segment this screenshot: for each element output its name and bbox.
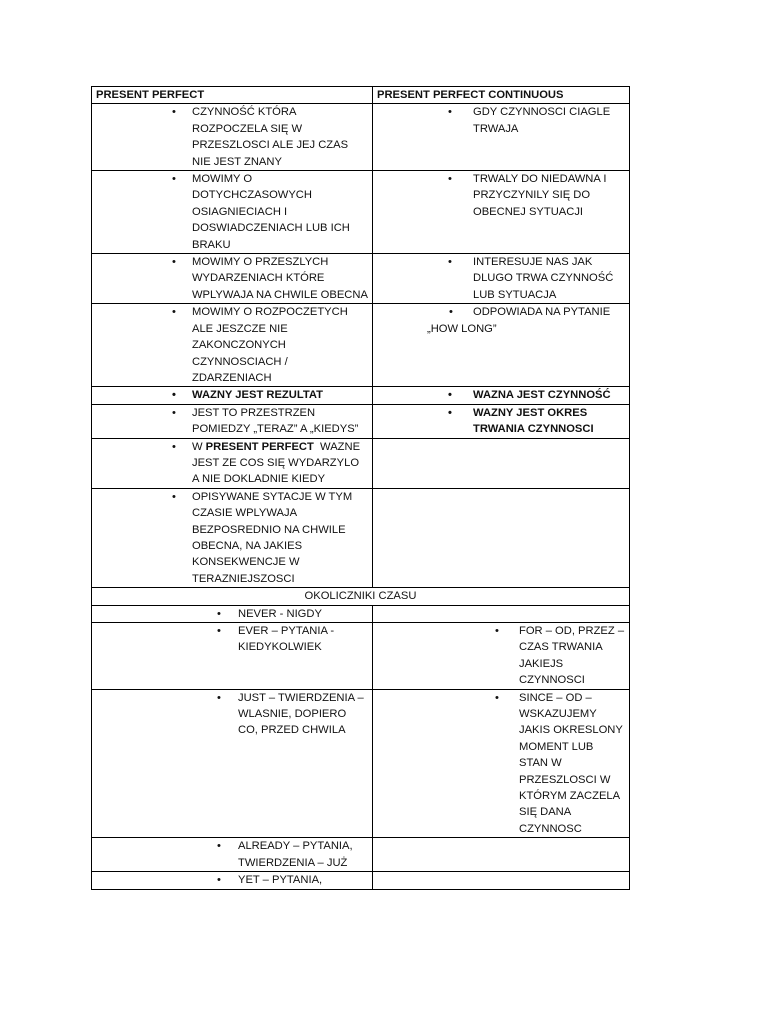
- bullet-icon: •: [172, 173, 176, 186]
- table-row: [92, 104, 630, 171]
- bullet-icon: •: [448, 173, 452, 186]
- table-header-row: [92, 87, 630, 104]
- list-item-continuation: „HOW LONG”: [427, 322, 497, 335]
- list-item: • MOWIMY O PRZESZLYCH WYDARZENIACH KTÓRE WPLYWAJA NA CHWILE OBECNA: [172, 256, 368, 301]
- bullet-icon: •: [495, 691, 499, 704]
- table-row: [92, 387, 630, 404]
- bullet-icon: •: [217, 607, 221, 620]
- section-title-row: [92, 588, 630, 605]
- bullet-icon: •: [172, 406, 176, 419]
- list-item: • NEVER - NIGDY: [96, 606, 368, 622]
- list-item: • GDY CZYNNOSCI CIAGLE TRWAJA: [448, 106, 611, 135]
- list-item: • W PRESENT PERFECT WAZNE JEST ZE COS SIĘ WYDARZYLO A NIE DOKLADNIE KIEDY: [172, 440, 364, 486]
- bullet-icon: •: [172, 389, 176, 402]
- table-row: [92, 605, 630, 622]
- bullet-icon: •: [172, 440, 176, 453]
- list-item: • WAZNY JEST OKRES TRWANIA CZYNNOSCI: [448, 406, 594, 436]
- bullet-icon: •: [448, 106, 452, 119]
- table-row: [92, 404, 630, 438]
- list-item: • CZYNNOŚĆ KTÓRA ROZPOCZELA SIĘ W PRZESZLOSCI ALE JEJ CZAS NIE JEST ZNANY: [172, 106, 349, 168]
- table-row: [92, 623, 630, 690]
- list-item: • ALREADY – PYTANIA, TWIERDZENIA – JUŻ: [217, 840, 353, 869]
- table-row: [92, 689, 630, 838]
- list-item: • MOWIMY O ROZPOCZETYCH ALE JESZCZE NIE ZAKONCZONYCH CZYNNOSCIACH / ZDARZENIACH: [172, 306, 348, 384]
- bullet-icon: •: [217, 840, 221, 853]
- table-row: [92, 838, 630, 872]
- table-row: [92, 304, 630, 387]
- section-title: OKOLICZNIKI CZASU: [92, 588, 630, 605]
- tenses-comparison-table: [91, 86, 630, 890]
- list-item: • WAZNA JEST CZYNNOŚĆ: [377, 387, 625, 403]
- bullet-icon: •: [172, 256, 176, 269]
- list-item: • OPISYWANE SYTACJE W TYM CZASIE WPLYWAJA BEZPOSREDNIO NA CHWILE OBECNA, NA JAKIES KONSEKWENCJE W TERAZNIEJSZOSCI: [172, 490, 353, 585]
- list-item: • FOR – OD, PRZEZ – CZAS TRWANIA JAKIEJS CZYNNOSCI: [495, 625, 625, 687]
- bullet-icon: •: [448, 406, 452, 419]
- table-row: [92, 488, 630, 587]
- list-item: • ODPOWIADA NA PYTANIE: [377, 304, 625, 320]
- bullet-icon: •: [217, 625, 221, 637]
- list-item: • YET – PYTANIA,: [96, 872, 368, 888]
- list-item: • SINCE – OD – WSKAZUJEMY JAKIS OKRESLONY MOMENT LUB STAN W PRZESZLOSCI W KTÓRYM ZACZELA SIĘ DANA CZYNNOSC: [495, 691, 623, 835]
- bullet-icon: •: [448, 389, 452, 402]
- table-row: [92, 254, 630, 304]
- list-item: • WAZNY JEST REZULTAT: [96, 387, 368, 403]
- bullet-icon: •: [217, 691, 221, 704]
- list-item: • JEST TO PRZESTRZEN POMIEDZY „TERAZ” A „KIEDYS”: [172, 406, 359, 436]
- header-present-perfect-continuous: PRESENT PERFECT CONTINUOUS: [373, 87, 630, 104]
- list-item: • JUST – TWIERDZENIA – WLASNIE, DOPIERO CO, PRZED CHWILA: [217, 691, 364, 737]
- bullet-icon: •: [172, 490, 176, 503]
- bullet-icon: •: [448, 256, 452, 269]
- list-item: • EVER – PYTANIA - KIEDYKOLWIEK: [217, 625, 335, 654]
- table-row: [92, 438, 630, 488]
- table-row: [92, 171, 630, 254]
- bullet-icon: •: [495, 625, 499, 637]
- bullet-icon: •: [172, 306, 176, 319]
- bullet-icon: •: [217, 874, 221, 887]
- bullet-icon: •: [172, 106, 176, 119]
- bullet-icon: •: [449, 306, 453, 319]
- list-item: • MOWIMY O DOTYCHCZASOWYCH OSIAGNIECIACH I DOSWIADCZENIACH LUB ICH BRAKU: [172, 173, 350, 251]
- header-present-perfect: PRESENT PERFECT: [92, 87, 373, 104]
- list-item: • INTERESUJE NAS JAK DLUGO TRWA CZYNNOŚĆ LUB SYTUACJA: [448, 256, 614, 301]
- list-item: • TRWALY DO NIEDAWNA I PRZYCZYNILY SIĘ DO OBECNEJ SYTUACJI: [448, 173, 607, 218]
- table-row: [92, 872, 630, 889]
